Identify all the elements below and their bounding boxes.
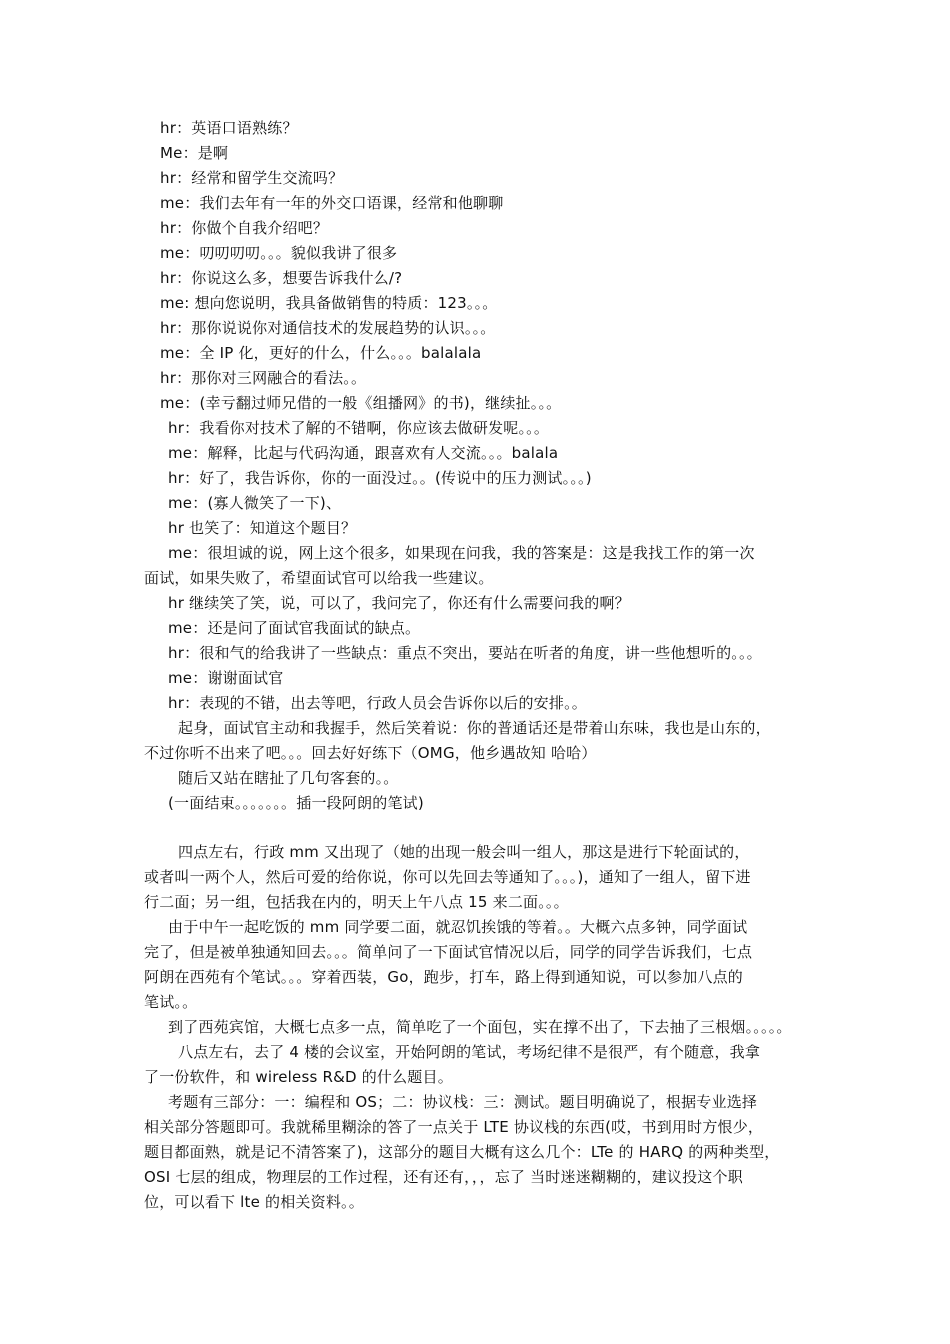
dialogue-line: me：很坦诚的说，网上这个很多，如果现在问我，我的答案是：这是我找工作的第一次 xyxy=(168,544,755,562)
dialogue-line: hr 继续笑了笑，说，可以了，我问完了，你还有什么需要问我的啊？ xyxy=(168,594,630,612)
dialogue-line: hr：经常和留学生交流吗？ xyxy=(160,169,344,187)
dialogue-line: hr：我看你对技术了解的不错啊，你应该去做研发呢。。。 xyxy=(168,419,550,437)
dialogue-line: hr：好了，我告诉你，你的一面没过。。(传说中的压力测试。。。) xyxy=(168,469,592,487)
paragraph-line: 题目都面熟，就是记不清答案了)，这部分的题目大概有这么几个：LTe 的 HARQ 的两种类型， xyxy=(144,1143,780,1161)
dialogue-line: hr：英语口语熟练？ xyxy=(160,119,298,137)
paragraph-line: 行二面；另一组，包括我在内的，明天上午八点 15 来二面。。。 xyxy=(144,893,569,911)
paragraph-line: 或者叫一两个人，然后可爱的给你说，你可以先回去等通知了。。。)，通知了一组人，留下进 xyxy=(144,868,751,886)
dialogue-line: hr：那你说说你对通信技术的发展趋势的认识。。。 xyxy=(160,319,496,337)
narrative-line: 不过你听不出来了吧。。。回去好好练下（OMG，他乡遇故知 哈哈） xyxy=(144,744,597,762)
dialogue-line: 面试，如果失败了，希望面试官可以给我一些建议。 xyxy=(144,569,494,587)
paragraph-line: 四点左右，行政 mm 又出现了（她的出现一般会叫一组人，那这是进行下轮面试的， xyxy=(178,843,750,861)
dialogue-line: me: 想向您说明，我具备做销售的特质：123。。。 xyxy=(160,294,498,312)
paragraph-line: 八点左右，去了 4 楼的会议室，开始阿朗的笔试，考场纪律不是很严，有个随意，我拿 xyxy=(178,1043,761,1061)
dialogue-line: hr：那你对三网融合的看法。。 xyxy=(160,369,367,387)
dialogue-line: hr：表现的不错，出去等吧，行政人员会告诉你以后的安排。。 xyxy=(168,694,587,712)
narrative-line: 随后又站在瞎扯了几句客套的。。 xyxy=(178,769,399,787)
dialogue-line: me：还是问了面试官我面试的缺点。 xyxy=(168,619,421,637)
paragraph-line: 考题有三部分：一：编程和 OS；二：协议栈：三：测试。题目明确说了，根据专业选择 xyxy=(168,1093,758,1111)
dialogue-line: me：谢谢面试官 xyxy=(168,669,284,687)
dialogue-line: Me：是啊 xyxy=(160,144,229,162)
paragraph-line: 位，可以看下 lte 的相关资料。。 xyxy=(144,1193,364,1211)
paragraph-line: OSI 七层的组成，物理层的工作过程，还有还有，，，忘了 当时迷迷糊糊的，建议投这个职 xyxy=(144,1168,743,1186)
paragraph-line: 完了，但是被单独通知回去。。。简单问了一下面试官情况以后，同学的同学告诉我们，七点 xyxy=(144,943,753,961)
dialogue-line: me：解释，比起与代码沟通，跟喜欢有人交流。。。balala xyxy=(168,444,559,462)
paragraph-line: 相关部分答题即可。我就稀里糊涂的答了一点关于 LTE 协议栈的东西(哎，书到用时方恨少， xyxy=(144,1118,764,1136)
dialogue-line: me：(幸亏翻过师兄借的一般《组播网》的书)，继续扯。。。 xyxy=(160,394,562,412)
narrative-line: 起身，面试官主动和我握手，然后笑着说：你的普通话还是带着山东味，我也是山东的， xyxy=(178,719,771,737)
paragraph-line: 笔试。。 xyxy=(144,993,198,1011)
dialogue-line: me：全 IP 化，更好的什么，什么。。。balalala xyxy=(160,344,482,362)
dialogue-line: me：我们去年有一年的外交口语课，经常和他聊聊 xyxy=(160,194,504,212)
paragraph-line: 了一份软件，和 wireless R&D 的什么题目。 xyxy=(144,1068,453,1086)
dialogue-line: hr：你做个自我介绍吧？ xyxy=(160,219,329,237)
paragraph-line: 由于中午一起吃饭的 mm 同学要二面，就忍饥挨饿的等着。。大概六点多钟，同学面试 xyxy=(168,918,748,936)
narrative-line: (一面结束。。。。。。。插一段阿朗的笔试) xyxy=(168,794,424,812)
dialogue-line: hr 也笑了：知道这个题目？ xyxy=(168,519,357,537)
dialogue-line: hr：很和气的给我讲了一些缺点：重点不突出，要站在听者的角度，讲一些他想听的。。。 xyxy=(168,644,762,662)
paragraph-line: 阿朗在西苑有个笔试。。。穿着西装，Go，跑步，打车，路上得到通知说，可以参加八点的 xyxy=(144,968,744,986)
dialogue-line: me：(寡人微笑了一下)、 xyxy=(168,494,342,512)
paragraph-line: 到了西苑宾馆，大概七点多一点，简单吃了一个面包，实在撑不出了，下去抽了三根烟。。。。。 xyxy=(168,1018,792,1036)
dialogue-line: me：叨叨叨叨。。。貌似我讲了很多 xyxy=(160,244,398,262)
dialogue-line: hr：你说这么多，想要告诉我什么/? xyxy=(160,269,403,287)
